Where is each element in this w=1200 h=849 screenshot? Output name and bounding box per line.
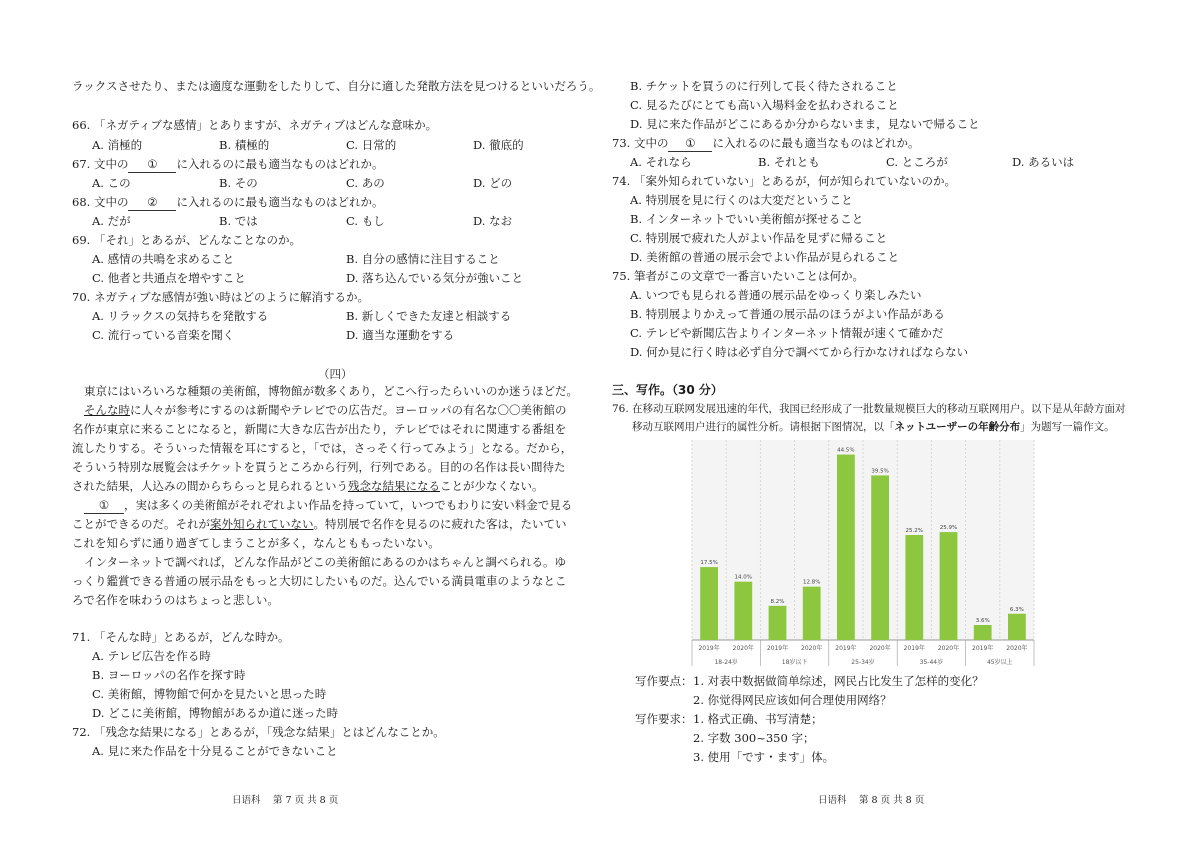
question-68: 68. 文中の ② に入れるのに最も適当なものはどれか。	[72, 195, 384, 209]
option: D. どの	[473, 176, 513, 190]
section-title: （四）	[318, 367, 353, 381]
tick-label: 2019年	[835, 645, 857, 652]
passage-line: インターネットで調べれば，どんな作品がどこの美術館にあるのかはちゃんと調べられる。ゆ	[84, 555, 566, 569]
option: A. だが	[92, 214, 131, 228]
tick-label: 2020年	[732, 645, 754, 652]
option: B. 積極的	[219, 138, 270, 152]
passage-line: そういう特別な展覧会はチケットを買うところから行列，行列である。目的の名作は長い間待た	[72, 460, 566, 474]
option: D. 落ち込んでいる気分が強いこと	[346, 271, 524, 285]
data-label: 44.5%	[837, 447, 855, 454]
option: A. この	[92, 176, 131, 190]
group-label: 35-44岁	[919, 659, 944, 666]
data-label: 25.9%	[939, 525, 958, 532]
intro-line: ラックスさせたり、または適度な運動をしたりして、自分に適した発散方法を見つけるといいだろう。	[72, 79, 601, 93]
option: A. 特別展を見に行くのは大変だということ	[630, 193, 853, 207]
option: D. 何か見に行く時は必ず自分で調べてから行かなければならない	[630, 345, 969, 359]
points-label: 写作要点：	[635, 674, 693, 688]
option: A. 感情の共鳴を求めること	[92, 252, 235, 266]
option: D. 徹底的	[473, 138, 524, 152]
question-74: 74. 「案外知られていない」とあるが，何が知られていないのか。	[612, 174, 956, 188]
data-label: 17.5%	[700, 560, 718, 567]
group-label: 25-34岁	[851, 659, 875, 666]
blank: ①	[128, 156, 176, 173]
group-label: 18-24岁	[714, 659, 738, 666]
tick-label: 2020年	[1006, 645, 1028, 652]
bar	[905, 535, 923, 640]
option: C. ところが	[886, 155, 948, 169]
req-item: 1. 格式正确、书写清楚；	[693, 712, 823, 726]
option: A. それなら	[630, 155, 692, 169]
passage-line: そんな時に人々が参考にするのは新聞やテレビでの広告だ。ヨーロッパの有名な〇〇美術館の	[84, 403, 567, 417]
bar	[1008, 614, 1026, 640]
data-label: 3.6%	[975, 618, 990, 624]
option: C. 美術館，博物館で何かを見たいと思った時	[92, 687, 327, 701]
tick-label: 2020年	[801, 645, 823, 652]
tick-label: 2019年	[766, 645, 789, 652]
option: C. 特別展で疲れた人がよい作品を見ずに帰ること	[630, 231, 888, 245]
passage-line: ① ，実は多くの美術館がそれぞれよい作品を持っていて，いつでもわりに安い料金で見る	[84, 497, 572, 514]
option: B. 新しくできた友達と相談する	[346, 309, 512, 323]
group-label: 45岁以上	[986, 659, 1013, 666]
bar	[871, 475, 889, 640]
question-75: 75. 筆者がこの文章で一番言いたいことは何か。	[612, 269, 864, 283]
bar	[974, 625, 992, 640]
option: C. 日常的	[346, 138, 397, 152]
option: B. ヨーロッパの名作を探す時	[92, 668, 246, 682]
chart-svg	[688, 436, 1038, 668]
option: C. 見るたびにとても高い入場料金を払わされること	[630, 98, 899, 112]
blank: ①	[84, 497, 124, 514]
tick-label: 2019年	[903, 645, 925, 652]
question-67: 67. 文中の ① に入れるのに最も適当なものはどれか。	[72, 157, 384, 171]
bar	[734, 582, 752, 640]
option: B. その	[219, 176, 258, 190]
point-item: 1. 对表中数据做简单综述，网民占比发生了怎样的变化？	[693, 674, 984, 688]
option: A. 消極的	[92, 138, 143, 152]
section-writing: 三、写作。（30 分）	[612, 383, 723, 397]
option: D. なお	[473, 214, 513, 228]
option: B. チケットを買うのに行列して長く待たされること	[630, 79, 898, 93]
option: D. 美術館の普通の展示会でよい作品が見られること	[630, 250, 900, 264]
data-label: 6.3%	[1009, 606, 1024, 613]
question-73: 73. 文中の ① に入れるのに最も適当なものはどれか。	[612, 136, 920, 150]
question-76-line2: 移动互联网用户进行的属性分析。请根据下图情况，以「ネットユーザーの年齢分布」为题写一篇作文。	[632, 421, 1115, 433]
option: D. 適当な運動をする	[346, 328, 455, 342]
option: D. あるいは	[1012, 155, 1075, 169]
option: C. もし	[346, 214, 385, 228]
bar	[837, 455, 855, 640]
page-footer: 日语科 第 8 页 共 8 页	[818, 795, 925, 806]
option: A. 見に来た作品を十分見ることができないこと	[92, 744, 338, 758]
option: A. テレビ広告を作る時	[92, 649, 211, 663]
page-footer: 日语科 第 7 页 共 8 页	[232, 795, 339, 806]
point-item: 2. 你觉得网民应该如何合理使用网络？	[693, 693, 892, 707]
passage-line: された結果，人込みの間からちらっと見られるという残念な結果になることが少なくない。	[72, 479, 544, 493]
tick-label: 2019年	[698, 645, 720, 652]
bar	[769, 606, 787, 640]
option: B. 特別展よりかえって普通の展示品のほうがよい作品がある	[630, 307, 945, 321]
req-item: 3. 使用「です・ます」体。	[693, 750, 835, 764]
req-item: 2. 字数 300~350 字；	[693, 731, 815, 745]
option: B. では	[219, 214, 258, 228]
tick-label: 2020年	[937, 645, 960, 652]
req-label: 写作要求：	[635, 712, 693, 726]
question-76: 76. 在移动互联网发展迅速的年代，我国已经形成了一批数量规模巨大的移动互联网用户。以下是从年龄方面对	[612, 403, 1126, 415]
option: B. 自分の感情に注目すること	[346, 252, 500, 266]
option: B. インターネットでいい美術館が探せること	[630, 212, 864, 226]
option: A. いつでも見られる普通の展示品をゆっくり楽しみたい	[630, 288, 922, 302]
option: B. それとも	[758, 155, 820, 169]
blank: ②	[128, 194, 176, 211]
data-label: 14.0%	[734, 574, 753, 581]
passage-line: これを知らずに通り過ぎてしまうことが多く，なんとももったいない。	[72, 536, 440, 550]
option: C. テレビや新聞広告よりインターネット情報が速くて確かだ	[630, 326, 944, 340]
passage-line: っくり鑑賞できる普通の展示品をもっと大切にしたいものだ。込んでいる満員電車のようなとこ	[72, 574, 567, 588]
data-label: 8.2%	[770, 598, 785, 605]
age-distribution-chart	[688, 436, 1038, 668]
question-66: 66. 「ネガティブな感情」とありますが、ネガティブはどんな意味か。	[72, 118, 438, 132]
blank: ①	[668, 135, 712, 152]
passage-line: 流したりする。そういった情報を耳にすると，「では，さっそく行ってみよう」となる。だから，	[72, 441, 573, 455]
data-label: 12.8%	[802, 579, 821, 586]
group-label: 18岁以下	[781, 659, 808, 666]
data-label: 39.5%	[871, 468, 889, 475]
question-69: 69. 「それ」とあるが、どんなことなのか。	[72, 233, 301, 247]
passage-line: 名作が東京に来ることになると，新聞に大きな広告が出たり，テレビではそれに関連する番組を	[72, 422, 567, 436]
option: A. リラックスの気持ちを発散する	[92, 309, 269, 323]
tick-label: 2020年	[869, 645, 891, 652]
option: D. どこに美術館，博物館があるか道に迷った時	[92, 706, 339, 720]
option: D. 見に来た作品がどこにあるか分からないまま，見ないで帰ること	[630, 117, 980, 131]
option: C. 流行っている音楽を聞く	[92, 328, 235, 342]
bar	[700, 567, 718, 640]
question-71: 71. 「そんな時」とあるが，どんな時か。	[72, 630, 290, 644]
bar	[803, 587, 821, 640]
option: C. 他者と共通点を増やすこと	[92, 271, 246, 285]
passage-line: ろで名作を味わうのはちょっと悲しい。	[72, 593, 279, 607]
tick-label: 2019年	[972, 645, 994, 652]
bar	[940, 532, 958, 640]
question-72: 72. 「残念な結果になる」とあるが，「残念な結果」とはどんなことか。	[72, 725, 445, 739]
question-70: 70. ネガティブな感情が強い時はどのように解消するか。	[72, 290, 370, 304]
data-label: 25.2%	[905, 528, 924, 534]
passage-line: 東京にはいろいろな種類の美術館，博物館が数多くあり，どこへ行ったらいいのか迷うほどだ。	[84, 384, 579, 398]
passage-line: ことができるのだ。それが案外知られていない。特別展で名作を見るのに疲れた客は，たいてい	[72, 517, 567, 531]
option: C. あの	[346, 176, 385, 190]
